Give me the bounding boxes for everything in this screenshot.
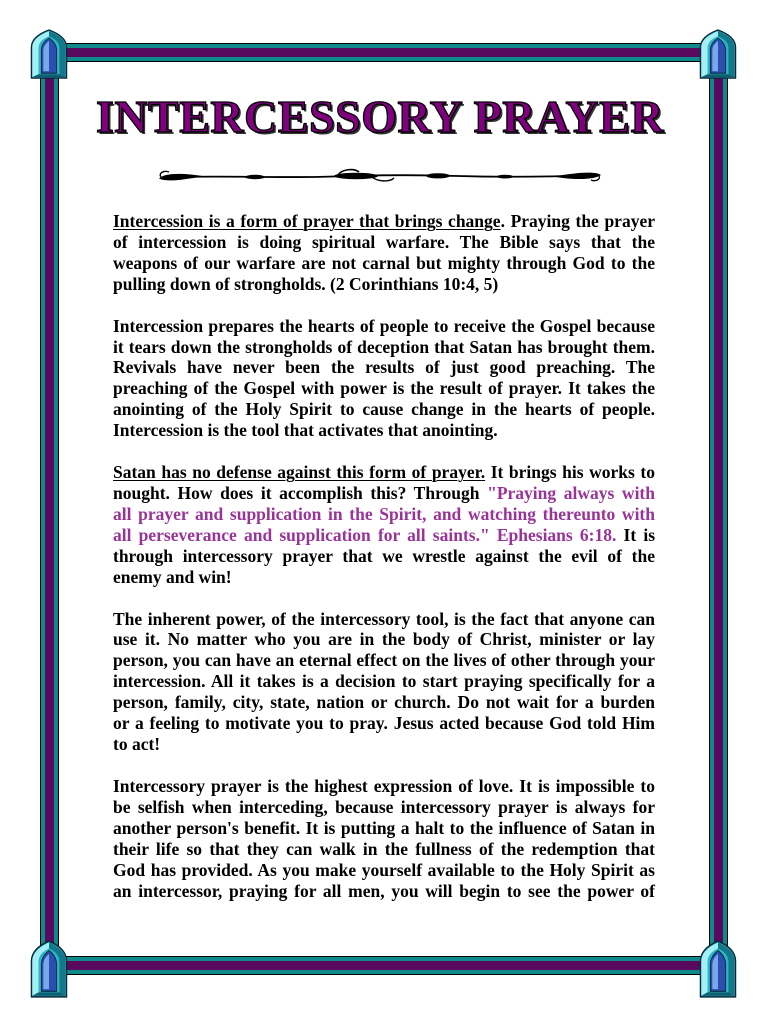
border-left xyxy=(40,43,59,975)
border-top xyxy=(40,43,728,62)
text-line: to act! xyxy=(113,734,161,755)
text-line: through intercessory prayer that we wrestle against the evil of the xyxy=(113,545,655,566)
document-body xyxy=(113,211,655,922)
underlined-text: Satan has no defense against this form of prayer. xyxy=(113,462,486,483)
paragraph-2 xyxy=(113,316,655,442)
text-line: another person's benefit. It is putting a halt to the influence of Satan in xyxy=(113,817,655,838)
underlined-text: Intercession is a form of prayer that brings change xyxy=(113,211,501,231)
text-line: Intercessory prayer is the highest expression of love. It is impossible to xyxy=(113,775,655,796)
border-right xyxy=(709,43,728,975)
text-line: use it. No matter who you are in the body of Christ, minister or lay xyxy=(113,629,655,650)
text-line: or a feeling to motivate you to pray. Jesus acted because God told Him xyxy=(113,713,655,734)
text-segment: It brings his works to xyxy=(485,462,655,483)
text-line: Intercession is the tool that activates that anointing. xyxy=(113,420,498,441)
text-segment: It is xyxy=(616,524,655,545)
text-line xyxy=(113,462,655,483)
text-line: person, family, city, state, nation or church. Do not wait for a burden xyxy=(113,692,655,713)
swash-divider-icon xyxy=(158,164,602,188)
corner-ornament-bottom-right-icon xyxy=(699,940,737,998)
text-segment: nought. How does it accomplish this? Through xyxy=(113,482,488,503)
border-bottom xyxy=(40,956,728,975)
text-line: of intercession is doing spiritual warfare. The Bible says that the xyxy=(113,231,655,252)
corner-ornament-top-left-icon xyxy=(30,29,68,79)
paragraph-5 xyxy=(113,776,655,902)
text-line: pulling down of strongholds. (2 Corinthians 10:4, 5) xyxy=(113,273,499,294)
paragraph-3 xyxy=(113,462,655,588)
paragraph-1 xyxy=(113,211,655,295)
text-line: Intercession prepares the hearts of people to receive the Gospel because xyxy=(113,315,655,336)
text-line: person, you can have an eternal effect on the lives of other through your xyxy=(113,650,655,671)
text-line: it tears down the strongholds of deception that Satan has brought them. xyxy=(113,336,655,357)
corner-ornament-bottom-left-icon xyxy=(30,940,68,998)
text-line: anointing of the Holy Spirit to cause change in the hearts of people. xyxy=(113,399,655,420)
text-line: weapons of our warfare are not carnal but mighty through God to the xyxy=(113,252,655,273)
text-segment: . Praying the prayer xyxy=(500,211,655,231)
text-line xyxy=(113,483,655,504)
text-line: be selfish when interceding, because intercessory prayer is always for xyxy=(113,796,655,817)
text-line xyxy=(113,525,655,546)
scripture-quote: all prayer and supplication in the Spirit, and watching thereunto with xyxy=(113,503,655,524)
scripture-quote: all perseverance and supplication for all saints." Ephesians 6:18. xyxy=(113,524,617,545)
text-line: their life so that they can walk in the fullness of the redemption that xyxy=(113,838,655,859)
text-line: intercession. All it takes is a decision to start praying specifically for a xyxy=(113,671,655,692)
page-title: INTERCESSORY PRAYER xyxy=(95,91,665,142)
text-line: The inherent power, of the intercessory tool, is the fact that anyone can xyxy=(113,608,655,629)
text-line xyxy=(113,211,655,232)
paragraph-4 xyxy=(113,609,655,755)
text-line: an intercessor, praying for all men, you will begin to see the power of xyxy=(113,880,655,901)
text-line: enemy and win! xyxy=(113,566,232,587)
text-line: preaching of the Gospel with power is the result of prayer. It takes the xyxy=(113,378,655,399)
corner-ornament-top-right-icon xyxy=(699,29,737,79)
text-line: God has provided. As you make yourself available to the Holy Spirit as xyxy=(113,859,655,880)
text-line: Revivals have never been the results of just good preaching. The xyxy=(113,357,655,378)
scripture-quote: "Praying always with xyxy=(487,482,655,503)
